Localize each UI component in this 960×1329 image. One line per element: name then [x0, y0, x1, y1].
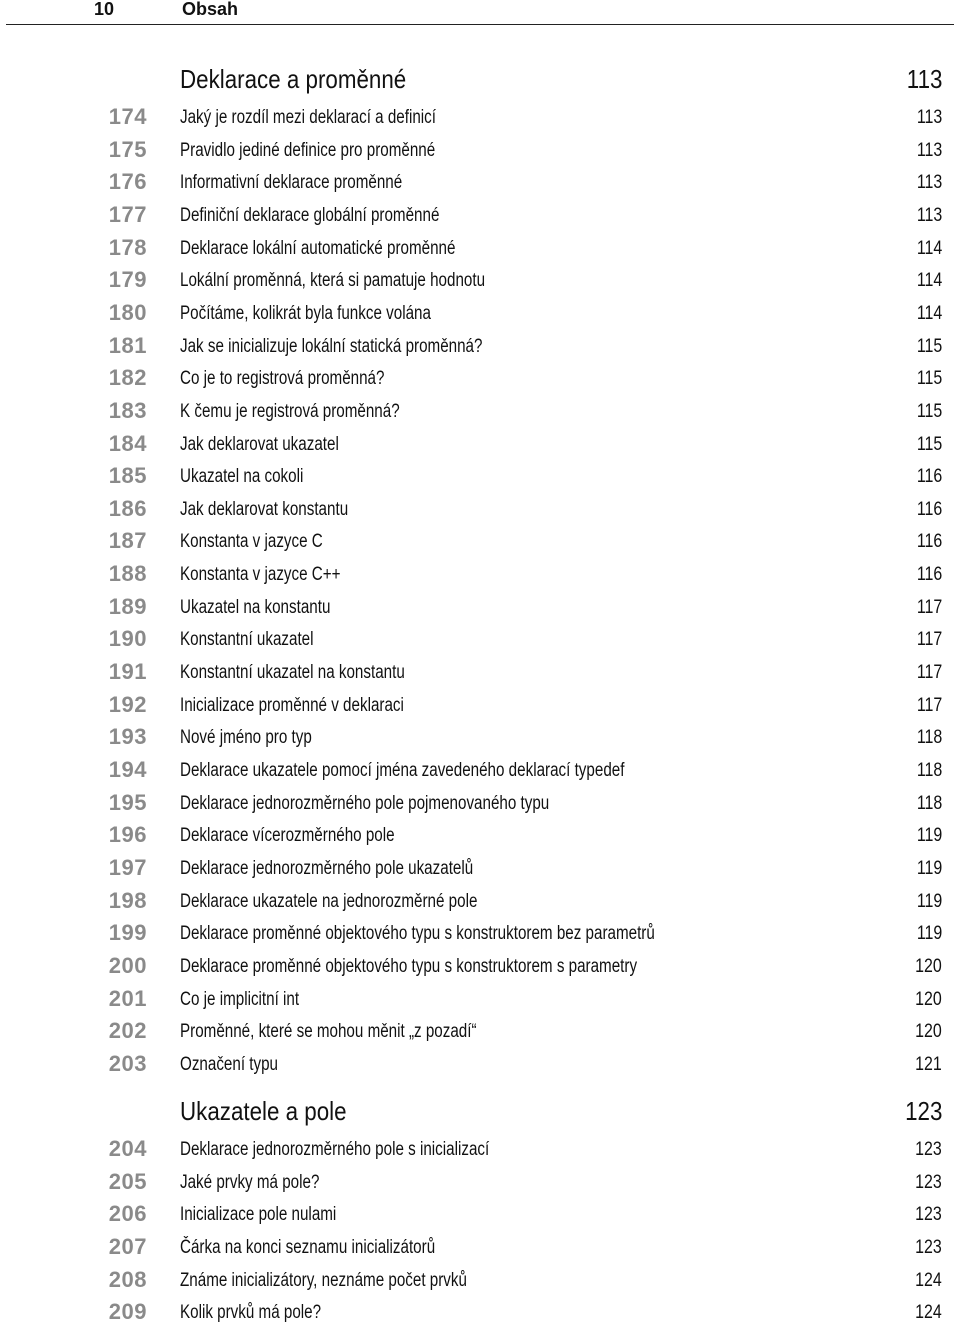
- toc-entry: [0, 528, 960, 558]
- entry-number: 175: [108, 136, 147, 162]
- toc-entry: [0, 692, 960, 722]
- entry-number: 207: [108, 1233, 147, 1259]
- entry-page-number: 124: [915, 1302, 942, 1324]
- toc-entry: [0, 235, 960, 265]
- entry-page-number: 114: [916, 302, 942, 324]
- entry-page-number: 118: [916, 792, 942, 814]
- entry-number: 197: [108, 854, 147, 880]
- entry-page-number: 120: [915, 988, 942, 1010]
- entry-number: 186: [108, 495, 147, 521]
- entry-title: Co je implicitní int: [180, 988, 300, 1010]
- entry-title: Čárka na konci seznamu inicializátorů: [180, 1236, 436, 1258]
- entry-number: 185: [108, 463, 147, 489]
- entry-number: 190: [108, 626, 147, 652]
- entry-page-number: 113: [916, 139, 942, 161]
- entry-number: 201: [108, 985, 147, 1011]
- entry-page-number: 116: [916, 466, 942, 488]
- entry-page-number: 118: [916, 727, 942, 749]
- toc-entry: [0, 1234, 960, 1264]
- toc-entry: [0, 1136, 960, 1166]
- entry-page-number: 123: [915, 1236, 942, 1258]
- entry-page-number: 115: [916, 433, 942, 455]
- entry-title: Deklarace jednorozměrného pole pojmenovaného typu: [180, 792, 550, 814]
- entry-number: 200: [108, 952, 147, 978]
- entry-page-number: 117: [916, 629, 942, 651]
- entry-title: Jaký je rozdíl mezi deklarací a definicí: [180, 107, 436, 128]
- entry-number: 187: [108, 528, 147, 554]
- toc-entry: [0, 594, 960, 624]
- entry-number: 208: [108, 1266, 147, 1292]
- entry-title: Deklarace lokální automatické proměnné: [180, 237, 456, 259]
- entry-page-number: 116: [916, 531, 942, 553]
- entry-number: 188: [108, 561, 147, 587]
- section-title: Deklarace a proměnné: [180, 64, 407, 94]
- entry-title: Počítáme, kolikrát byla funkce volána: [180, 302, 431, 324]
- entry-page-number: 119: [916, 825, 942, 847]
- entry-page-number: 117: [916, 662, 942, 684]
- entry-page-number: 119: [916, 923, 942, 945]
- entry-title: Deklarace jednorozměrného pole s inicializací: [180, 1139, 490, 1160]
- toc-entry: [0, 202, 960, 232]
- toc-entry: [0, 137, 960, 167]
- entry-number: 174: [108, 104, 147, 129]
- toc-entry: [0, 659, 960, 689]
- entry-title: Konstanta v jazyce C: [180, 531, 323, 553]
- toc-entry: [0, 561, 960, 591]
- entry-page-number: 113: [916, 107, 942, 128]
- entry-page-number: 113: [916, 172, 942, 194]
- section-heading: [0, 1096, 960, 1130]
- entry-title: K čemu je registrová proměnná?: [180, 400, 400, 422]
- toc-entry: [0, 104, 960, 134]
- entry-number: 179: [108, 267, 147, 293]
- entry-number: 191: [108, 659, 147, 685]
- toc-entry: [0, 757, 960, 787]
- entry-page-number: 117: [916, 694, 942, 716]
- entry-number: 184: [108, 430, 147, 456]
- entry-page-number: 116: [916, 564, 942, 586]
- entry-page-number: 123: [915, 1139, 942, 1160]
- toc-entry: [0, 300, 960, 330]
- entry-title: Deklarace ukazatele na jednorozměrné pole: [180, 890, 478, 912]
- entry-number: 204: [108, 1136, 147, 1161]
- entry-page-number: 113: [916, 204, 942, 226]
- toc-entry: [0, 398, 960, 428]
- entry-number: 180: [108, 299, 147, 325]
- toc-entry: [0, 1051, 960, 1081]
- toc-entry: [0, 496, 960, 526]
- entry-title: Jak se inicializuje lokální statická proměnná?: [180, 335, 483, 357]
- section-title: Ukazatele a pole: [180, 1096, 347, 1126]
- entry-title: Deklarace proměnné objektového typu s konstruktorem bez parametrů: [180, 923, 655, 945]
- toc-entry: [0, 626, 960, 656]
- entry-title: Inicializace proměnné v deklaraci: [180, 694, 404, 716]
- toc-entry: [0, 333, 960, 363]
- entry-page-number: 116: [916, 498, 942, 520]
- entry-number: 182: [108, 365, 147, 391]
- entry-page-number: 114: [916, 270, 942, 292]
- entry-number: 198: [108, 887, 147, 913]
- toc-entry: [0, 920, 960, 950]
- entry-title: Lokální proměnná, která si pamatuje hodnotu: [180, 270, 486, 292]
- toc-entry: [0, 1018, 960, 1048]
- toc-entry: [0, 365, 960, 395]
- toc-entry: [0, 1299, 960, 1329]
- entry-title: Co je to registrová proměnná?: [180, 368, 385, 390]
- entry-number: 202: [108, 1018, 147, 1044]
- entry-number: 205: [108, 1168, 147, 1194]
- entry-page-number: 115: [916, 335, 942, 357]
- entry-number: 176: [108, 169, 147, 195]
- entry-number: 194: [108, 757, 147, 782]
- entry-page-number: 120: [915, 955, 942, 977]
- toc-entry: [0, 267, 960, 297]
- toc-entry: [0, 986, 960, 1016]
- entry-title: Jaké prvky má pole?: [180, 1171, 320, 1193]
- toc-entry: [0, 1267, 960, 1297]
- entry-title: Nové jméno pro typ: [180, 727, 312, 749]
- entry-title: Konstantní ukazatel na konstantu: [180, 662, 405, 684]
- entry-number: 199: [108, 920, 147, 946]
- entry-title: Deklarace jednorozměrného pole ukazatelů: [180, 857, 474, 879]
- entry-number: 178: [108, 234, 147, 260]
- toc-entry: [0, 463, 960, 493]
- page-header: [0, 0, 960, 22]
- entry-page-number: 121: [915, 1053, 942, 1075]
- entry-title: Informativní deklarace proměnné: [180, 172, 403, 194]
- entry-page-number: 120: [915, 1021, 942, 1043]
- toc-entry: [0, 724, 960, 754]
- entry-page-number: 123: [915, 1204, 942, 1226]
- entry-page-number: 119: [916, 857, 942, 879]
- entry-title: Jak deklarovat ukazatel: [180, 433, 339, 455]
- entry-page-number: 115: [916, 368, 942, 390]
- entry-title: Kolik prvků má pole?: [180, 1302, 322, 1324]
- entry-number: 177: [108, 201, 147, 227]
- entry-page-number: 117: [916, 596, 942, 618]
- entry-title: Označení typu: [180, 1053, 279, 1075]
- entry-number: 192: [108, 691, 147, 717]
- entry-page-number: 114: [916, 237, 942, 259]
- entry-number: 206: [108, 1201, 147, 1227]
- entry-number: 181: [108, 332, 147, 358]
- toc-entry: [0, 169, 960, 199]
- entry-title: Konstantní ukazatel: [180, 629, 314, 651]
- entry-page-number: 118: [916, 760, 942, 781]
- toc-entry: [0, 822, 960, 852]
- entry-title: Známe inicializátory, neznáme počet prvků: [180, 1269, 467, 1291]
- entry-title: Ukazatel na konstantu: [180, 596, 331, 618]
- entry-number: 196: [108, 822, 147, 848]
- entry-number: 183: [108, 397, 147, 423]
- entry-title: Deklarace ukazatele pomocí jména zavedeného deklarací typedef: [180, 760, 625, 781]
- section-heading: [0, 64, 960, 98]
- entry-title: Deklarace proměnné objektového typu s konstruktorem s parametry: [180, 955, 638, 977]
- entry-number: 203: [108, 1050, 147, 1076]
- toc-entry: [0, 1169, 960, 1199]
- toc-entry: [0, 888, 960, 918]
- header-page-number: 10: [94, 0, 115, 19]
- entry-page-number: 123: [915, 1171, 942, 1193]
- entry-page-number: 119: [916, 890, 942, 912]
- section-page-number: 113: [906, 64, 942, 94]
- entry-title: Inicializace pole nulami: [180, 1204, 337, 1226]
- header-title: Obsah: [182, 0, 239, 19]
- toc-entry: [0, 953, 960, 983]
- entry-title: Konstanta v jazyce C++: [180, 564, 341, 586]
- entry-title: Definiční deklarace globální proměnné: [180, 204, 440, 226]
- entry-number: 189: [108, 593, 147, 619]
- header-divider: [6, 24, 954, 25]
- entry-title: Proměnné, které se mohou měnit „z pozadí“: [180, 1021, 477, 1043]
- entry-page-number: 115: [916, 400, 942, 422]
- entry-number: 209: [108, 1299, 147, 1325]
- toc-entry: [0, 855, 960, 885]
- entry-number: 195: [108, 789, 147, 815]
- entry-title: Pravidlo jediné definice pro proměnné: [180, 139, 436, 161]
- toc-entry: [0, 1201, 960, 1231]
- entry-number: 193: [108, 724, 147, 750]
- entry-title: Jak deklarovat konstantu: [180, 498, 349, 520]
- section-page-number: 123: [904, 1096, 942, 1126]
- entry-title: Deklarace vícerozměrného pole: [180, 825, 395, 847]
- toc-entry: [0, 790, 960, 820]
- toc-entry: [0, 431, 960, 461]
- entry-page-number: 124: [915, 1269, 942, 1291]
- entry-title: Ukazatel na cokoli: [180, 466, 304, 488]
